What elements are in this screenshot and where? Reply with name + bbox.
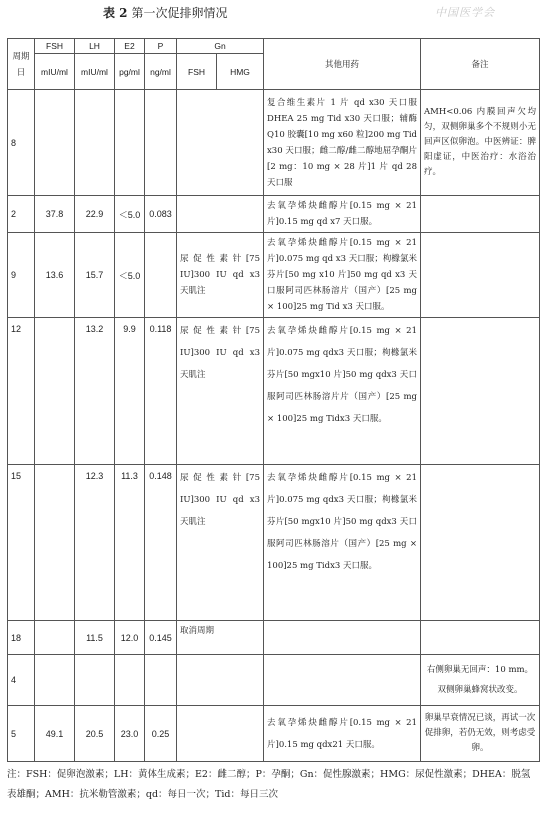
cell-lh: 20.5 (75, 706, 115, 762)
header-lh: LH (75, 39, 115, 54)
header-fsh: FSH (35, 39, 75, 54)
cell-e2 (115, 90, 145, 196)
cell-gn (177, 655, 264, 706)
table-row (8, 318, 540, 465)
cell-lh: 15.7 (75, 233, 115, 318)
cell-fsh (35, 465, 75, 621)
cell-p (145, 233, 177, 318)
cell-other-meds: 去氧孕烯炔雌醇片[0.15 mg × 21 片]0.075 mg qdx3 天口服；枸橼氯米芬片[50 mgx10 片]50 mg qdx3 天口服阿司匹林肠溶片（国产）[25 mg × 100]25 mg Tidx3 天口服。 (264, 465, 421, 621)
cell-e2: 9.9 (115, 318, 145, 465)
header-cycle-day: 周期日 (8, 39, 35, 90)
cell-p: 0.25 (145, 706, 177, 762)
table-footnote: 注：FSH：促卵泡激素；LH：黄体生成素；E2：雌二醇；P：孕酮；Gn：促性腺激素；HMG：尿促性激素；DHEA：脱氢表雄酮；AMH：抗米勒管激素；qd：每日一次；Tid：每日三次 (7, 769, 531, 800)
watermark-logo: 中国医学会 (435, 6, 495, 19)
table-title-text: 第一次促排卵情况 (131, 6, 228, 20)
cell-day: 15 (8, 465, 35, 621)
header-gn-fsh: FSH (177, 54, 217, 90)
table-row (8, 621, 540, 655)
cell-lh (75, 655, 115, 706)
header-fsh-unit: mIU/ml (35, 54, 75, 90)
table-row (8, 655, 540, 706)
table-title (103, 4, 228, 21)
cell-note (421, 196, 540, 233)
cell-fsh (35, 318, 75, 465)
header-gn: Gn (177, 39, 264, 54)
header-row-1 (8, 39, 540, 54)
cell-other-meds: 去氧孕烯炔雌醇片[0.15 mg × 21 片]0.15 mg qd x7 天口服。 (264, 196, 421, 233)
cell-p (145, 90, 177, 196)
header-e2: E2 (115, 39, 145, 54)
cell-day: 12 (8, 318, 35, 465)
cell-gn: 尿促性素针[75 IU]300 IU qd x3 天肌注 (177, 318, 264, 465)
header-note: 备注 (421, 39, 540, 90)
cell-note (421, 233, 540, 318)
cell-note (421, 465, 540, 621)
cell-p: 0.083 (145, 196, 177, 233)
ovulation-table (7, 38, 540, 762)
cell-other-meds (264, 621, 421, 655)
cell-other-meds: 去氧孕烯炔雌醇片[0.15 mg × 21 片]0.075 mg qdx3 天口服；枸橼氯米芬片[50 mgx10 片]50 mg qdx3 天口服阿司匹林肠溶片片（国产）[25 mg × 100]25 mg Tidx3 天口服。 (264, 318, 421, 465)
table-row (8, 90, 540, 196)
header-p: P (145, 39, 177, 54)
cell-e2: ＜5.0 (115, 196, 145, 233)
cell-fsh (35, 621, 75, 655)
cell-day: 5 (8, 706, 35, 762)
cell-fsh (35, 90, 75, 196)
cell-fsh: 13.6 (35, 233, 75, 318)
cell-e2: 23.0 (115, 706, 145, 762)
cell-gn (177, 706, 264, 762)
cell-gn: 尿促性素针[75 IU]300 IU qd x3 天肌注 (177, 465, 264, 621)
cell-lh (75, 90, 115, 196)
header-e2-unit: pg/ml (115, 54, 145, 90)
header-lh-unit: mIU/ml (75, 54, 115, 90)
cell-e2 (115, 655, 145, 706)
cell-day: 8 (8, 90, 35, 196)
cell-day: 2 (8, 196, 35, 233)
cell-other-meds: 去氧孕烯炔雌醇片[0.15 mg × 21 片]0.075 mg qd x3 天口服；枸橼氯米芬片[50 mg x10 片]50 mg qd x3 天口服阿司匹林肠溶片（国产）[25 mg × 100]25 mg Tid x3 天口服。 (264, 233, 421, 318)
cell-e2: 12.0 (115, 621, 145, 655)
cell-note: 右侧卵巢无回声：10 mm。双侧卵巢蜂窝状改变。 (421, 655, 540, 706)
cell-note: 卵巢早衰情况已谈，再试一次促排卵，若仍无效，则考虑受卵。 (421, 706, 540, 762)
cell-note (421, 318, 540, 465)
header-other-meds: 其他用药 (264, 39, 421, 90)
cell-lh: 12.3 (75, 465, 115, 621)
cell-p: 0.145 (145, 621, 177, 655)
cell-day: 9 (8, 233, 35, 318)
cell-note: AMH<0.06 内膜回声欠均匀，双侧卵巢多个不规则小无回声区似卵泡。中医辨证：脾阳虚证，中医治疗：水浴治疗。 (421, 90, 540, 196)
cell-day: 18 (8, 621, 35, 655)
table-row (8, 706, 540, 762)
cell-lh: 22.9 (75, 196, 115, 233)
cell-p (145, 655, 177, 706)
cell-other-meds (264, 655, 421, 706)
cell-day: 4 (8, 655, 35, 706)
cell-gn (177, 196, 264, 233)
cell-p: 0.118 (145, 318, 177, 465)
table-row (8, 465, 540, 621)
cell-e2: ＜5.0 (115, 233, 145, 318)
cell-other-meds: 去氧孕烯炔雌醇片[0.15 mg × 21 片]0.15 mg qdx21 天口服。 (264, 706, 421, 762)
cell-lh: 13.2 (75, 318, 115, 465)
table-row (8, 233, 540, 318)
cell-p: 0.148 (145, 465, 177, 621)
header-gn-hmg: HMG (217, 54, 264, 90)
cell-fsh (35, 655, 75, 706)
table-row (8, 196, 540, 233)
header-p-unit: ng/ml (145, 54, 177, 90)
cell-fsh: 37.8 (35, 196, 75, 233)
cell-note (421, 621, 540, 655)
cell-fsh: 49.1 (35, 706, 75, 762)
cell-gn: 尿促性素针[75 IU]300 IU qd x3 天肌注 (177, 233, 264, 318)
table-title-label: 表 2 (103, 6, 128, 20)
cell-e2: 11.3 (115, 465, 145, 621)
cell-lh: 11.5 (75, 621, 115, 655)
cell-gn (177, 90, 264, 196)
cell-other-meds: 复合维生素片 1 片 qd x30 天口服 DHEA 25 mg Tid x30 天口服；辅酶 Q10 胶囊[10 mg x60 粒]200 mg Tid x30 天口服；雌二醇/雌二醇地屈孕酮片[2 mg：10 mg × 28 片]1 片 qd 28 天口服 (264, 90, 421, 196)
cell-gn: 取消周期 (177, 621, 264, 655)
